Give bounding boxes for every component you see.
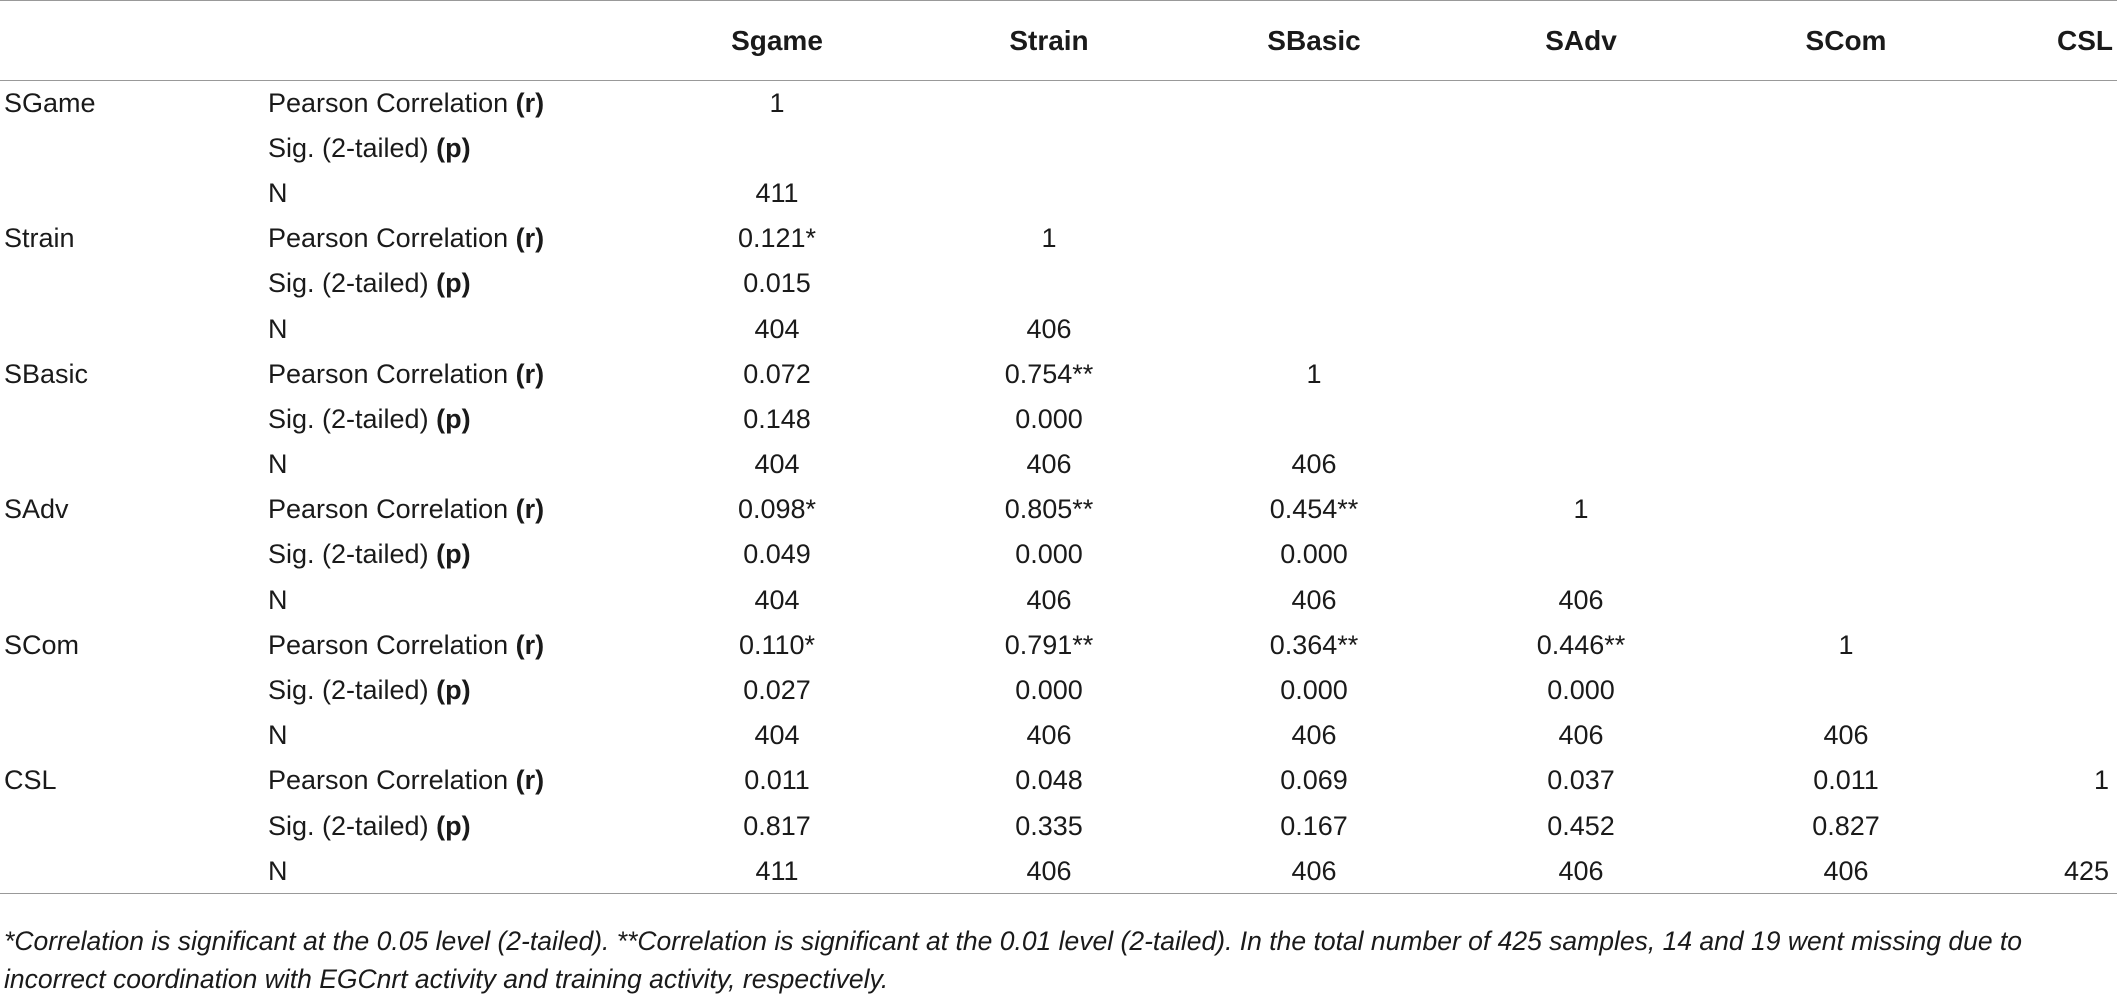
table-row (0, 81, 2117, 126)
table-cell: 404 (754, 720, 800, 751)
variable-label (0, 171, 268, 216)
table-row (0, 849, 2117, 894)
table-cell: 0.148 (743, 403, 811, 434)
statistic-label (268, 804, 636, 849)
table-cell: 1 (1573, 494, 1589, 525)
table-cell: 0.754** (1004, 358, 1094, 389)
column-header-sgame: Sgame (636, 1, 918, 81)
table-cell: 0.000 (1015, 403, 1083, 434)
statistic-label (268, 487, 636, 532)
table-cell: 406 (1714, 849, 1978, 894)
column-header-sadv: SAdv (1448, 1, 1714, 81)
statistic-name: Pearson Correlation (268, 494, 509, 525)
table-cell: 404 (754, 584, 800, 615)
statistic-name: Sig. (2-tailed) (268, 403, 429, 434)
table-cell: 0.000 (1015, 539, 1083, 570)
table-row (0, 397, 2117, 442)
variable-label (0, 713, 268, 758)
table-row (0, 306, 2117, 351)
variable-label (0, 532, 268, 577)
table-cell: 0.335 (1015, 810, 1083, 841)
statistic-symbol: (r) (515, 223, 545, 254)
statistic-label (268, 713, 636, 758)
statistic-name: Pearson Correlation (268, 87, 509, 118)
variable-label: Strain (4, 223, 75, 254)
table-cell: 406 (1558, 720, 1604, 751)
variable-label: CSL (4, 765, 57, 796)
table-cell: 406 (1558, 584, 1604, 615)
variable-label (0, 261, 268, 306)
statistic-label (268, 442, 636, 487)
table-cell (1180, 216, 1448, 261)
table-cell: 0.121* (737, 223, 817, 254)
table-cell (1448, 306, 1714, 351)
statistic-symbol: (r) (515, 494, 545, 525)
statistic-label (268, 758, 636, 803)
statistic-label (268, 849, 636, 894)
variable-label: SBasic (4, 358, 89, 389)
table-cell: 406 (1026, 449, 1072, 480)
table-cell: 0.452 (1547, 810, 1615, 841)
table-cell (1978, 668, 2117, 713)
table-row (0, 578, 2117, 623)
statistic-label (268, 306, 636, 351)
table-cell: 0.817 (743, 810, 811, 841)
header-row (0, 1, 2117, 81)
statistic-name: Pearson Correlation (268, 358, 509, 389)
table-cell: 411 (636, 849, 918, 894)
table-cell: 0.069 (1280, 765, 1348, 796)
statistic-name: Pearson Correlation (268, 629, 509, 660)
table-cell: 0.011 (1813, 765, 1879, 796)
table-cell: 1 (769, 87, 785, 118)
table-cell (1714, 306, 1978, 351)
table-cell (1448, 352, 1714, 397)
variable-label (0, 306, 268, 351)
table-cell: 404 (754, 449, 800, 480)
table-cell: 406 (1180, 849, 1448, 894)
statistic-symbol: (r) (515, 358, 545, 389)
table-cell (1714, 81, 1978, 126)
statistic-name: Pearson Correlation (268, 765, 509, 796)
variable-label (0, 442, 268, 487)
table-footnote: *Correlation is significant at the 0.05 level (2-tailed). **Correlation is significant at the 0.01 level (2-tailed). In the total number of 425 samples, 14 and 19 went missing due to incorrect coordination with EGCnrt activity and training activity, respectively. (4, 926, 2023, 994)
header-empty-statistic (268, 1, 636, 81)
table-cell (1978, 442, 2117, 487)
table-cell: 0.167 (1280, 810, 1348, 841)
statistic-name: N (268, 313, 288, 344)
table-cell (1714, 261, 1978, 306)
table-cell: 406 (1026, 584, 1072, 615)
table-cell: 0.000 (1015, 675, 1083, 706)
statistic-label (268, 261, 636, 306)
table-cell (1714, 171, 1978, 216)
table-cell: 0.098* (737, 494, 817, 525)
table-cell (1448, 397, 1714, 442)
table-cell: 0.072 (743, 358, 811, 389)
table-cell: 406 (1448, 849, 1714, 894)
statistic-name: N (268, 449, 288, 480)
variable-label (0, 804, 268, 849)
statistic-label (268, 126, 636, 171)
table-cell (1978, 81, 2117, 126)
statistic-label (268, 623, 636, 668)
table-cell (1978, 306, 2117, 351)
variable-label: SAdv (4, 494, 69, 525)
table-cell: 0.364** (1269, 629, 1359, 660)
table-cell (1978, 171, 2117, 216)
statistic-name: Sig. (2-tailed) (268, 132, 429, 163)
statistic-label (268, 397, 636, 442)
statistic-label (268, 352, 636, 397)
table-cell: 406 (1026, 720, 1072, 751)
table-cell: 406 (1291, 584, 1337, 615)
table-cell (918, 126, 1180, 171)
table-cell: 0.027 (743, 675, 811, 706)
table-cell (1180, 126, 1448, 171)
table-cell: 0.037 (1547, 765, 1615, 796)
table-cell: 0.791** (1004, 629, 1094, 660)
table-cell (1714, 442, 1978, 487)
table-cell (1180, 306, 1448, 351)
table-cell (1714, 216, 1978, 261)
statistic-name: Sig. (2-tailed) (268, 539, 429, 570)
statistic-label (268, 668, 636, 713)
statistic-name: Sig. (2-tailed) (268, 675, 429, 706)
table-cell: 1 (2093, 765, 2109, 796)
statistic-label (268, 578, 636, 623)
table-cell (1978, 397, 2117, 442)
table-cell (1448, 81, 1714, 126)
table-cell (1978, 532, 2117, 577)
statistic-symbol: (p) (436, 810, 471, 841)
table-cell (1978, 804, 2117, 849)
statistic-symbol: (r) (515, 87, 545, 118)
table-row (0, 668, 2117, 713)
table-cell (1978, 487, 2117, 532)
table-cell (918, 171, 1180, 216)
table-cell: 1 (1041, 223, 1057, 254)
table-cell: 0.015 (743, 268, 811, 299)
variable-label (0, 126, 268, 171)
statistic-symbol: (p) (436, 268, 471, 299)
table-cell: 406 (1026, 313, 1072, 344)
table-cell: 0.049 (743, 539, 811, 570)
statistic-label (268, 81, 636, 126)
table-cell (1978, 126, 2117, 171)
variable-label: SGame (4, 87, 96, 118)
table-row (0, 442, 2117, 487)
table-row (0, 532, 2117, 577)
table-cell (1714, 487, 1978, 532)
statistic-label (268, 532, 636, 577)
table-cell: 0.000 (1280, 539, 1348, 570)
column-header-scom: SCom (1714, 1, 1978, 81)
column-header-sbasic: SBasic (1180, 1, 1448, 81)
variable-label: SCom (4, 629, 80, 660)
table-row (0, 171, 2117, 216)
table-cell (918, 81, 1180, 126)
table-cell (1448, 216, 1714, 261)
statistic-name: Sig. (2-tailed) (268, 268, 429, 299)
statistic-name: Pearson Correlation (268, 223, 509, 254)
table-cell: 0.446** (1536, 629, 1626, 660)
table-cell (1978, 216, 2117, 261)
table-body (0, 81, 2117, 894)
table-cell (1714, 532, 1978, 577)
table-cell: 1 (1838, 629, 1854, 660)
table-row (0, 216, 2117, 261)
table-cell (1978, 623, 2117, 668)
table-cell (1978, 713, 2117, 758)
table-cell: 404 (754, 313, 800, 344)
table-row (0, 758, 2117, 803)
table-cell (1180, 81, 1448, 126)
column-header-csl: CSL (1978, 1, 2117, 81)
table-cell: 0.048 (1015, 765, 1083, 796)
variable-label (0, 849, 268, 894)
table-row (0, 713, 2117, 758)
table-cell: 0.827 (1812, 810, 1880, 841)
table-cell (1714, 578, 1978, 623)
table-cell (1180, 171, 1448, 216)
table-cell: 1 (1306, 358, 1322, 389)
table-cell: 0.454** (1269, 494, 1359, 525)
statistic-name: N (268, 584, 288, 615)
statistic-name: N (268, 855, 288, 886)
table-cell: 406 (918, 849, 1180, 894)
variable-label (0, 668, 268, 713)
table-cell (1978, 352, 2117, 397)
table-cell (1714, 668, 1978, 713)
statistic-symbol: (p) (436, 539, 471, 570)
table-row (0, 804, 2117, 849)
table-cell: 406 (1291, 449, 1337, 480)
statistic-label (268, 171, 636, 216)
statistic-label (268, 216, 636, 261)
table-cell: 406 (1291, 720, 1337, 751)
table-cell: 411 (755, 177, 799, 208)
statistic-symbol: (p) (436, 403, 471, 434)
column-header-strain: Strain (918, 1, 1180, 81)
header-empty-variable (0, 1, 268, 81)
table-cell (1448, 171, 1714, 216)
table-cell (1714, 126, 1978, 171)
table-row (0, 352, 2117, 397)
table-cell (918, 261, 1180, 306)
table-row (0, 126, 2117, 171)
table-row (0, 487, 2117, 532)
statistic-symbol: (p) (436, 132, 471, 163)
table-cell (636, 126, 918, 171)
table-cell (1448, 532, 1714, 577)
table-cell (1448, 261, 1714, 306)
statistic-symbol: (r) (515, 765, 545, 796)
table-cell: 406 (1823, 720, 1869, 751)
table-cell: 0.011 (744, 765, 810, 796)
table-row (0, 261, 2117, 306)
table-cell (1448, 126, 1714, 171)
table-cell (1978, 261, 2117, 306)
variable-label (0, 578, 268, 623)
statistic-name: Sig. (2-tailed) (268, 810, 429, 841)
table-cell (1180, 397, 1448, 442)
statistic-symbol: (p) (436, 675, 471, 706)
table-cell (1448, 442, 1714, 487)
table-cell (1714, 397, 1978, 442)
statistic-name: N (268, 177, 288, 208)
table-cell: 0.110* (738, 629, 816, 660)
variable-label (0, 397, 268, 442)
table-cell: 0.805** (1004, 494, 1094, 525)
table-cell: 0.000 (1547, 675, 1615, 706)
table-row (0, 623, 2117, 668)
table-cell (1180, 261, 1448, 306)
table-cell: 0.000 (1280, 675, 1348, 706)
table-cell (1714, 352, 1978, 397)
statistic-symbol: (r) (515, 629, 545, 660)
table-cell: 425 (1978, 849, 2117, 894)
statistic-name: N (268, 720, 288, 751)
table-cell (1978, 578, 2117, 623)
